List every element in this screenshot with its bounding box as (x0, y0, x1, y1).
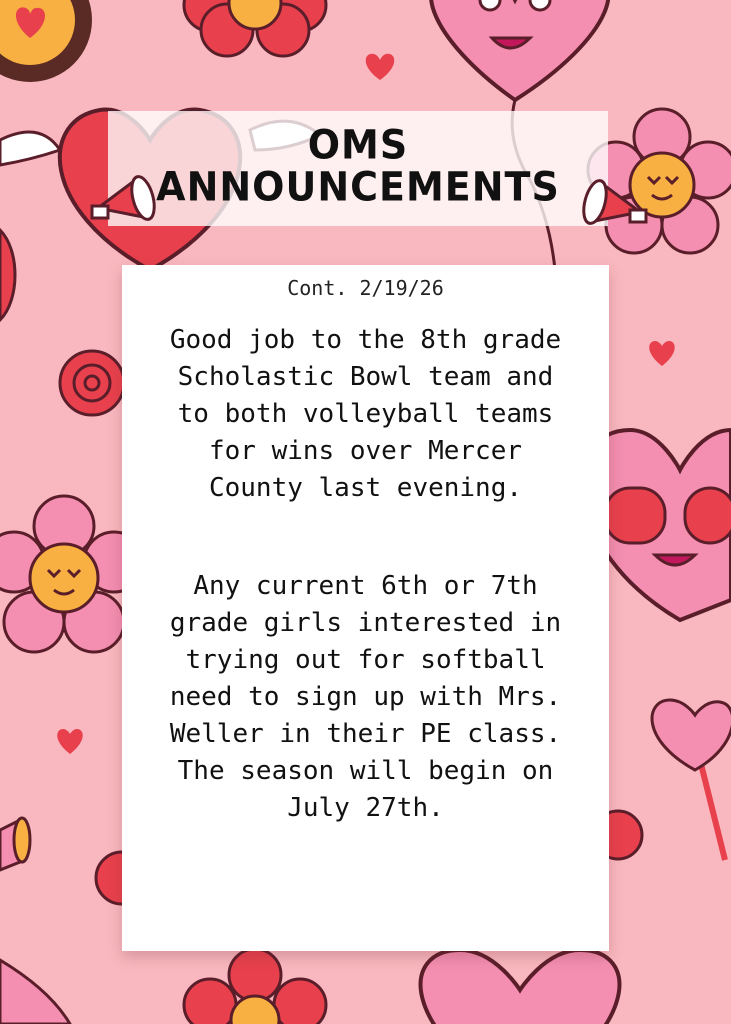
title-line-2: ANNOUNCEMENTS (156, 163, 560, 211)
rose-icon (60, 351, 124, 415)
heart-icon (421, 950, 620, 1024)
title-line-1: OMS (307, 121, 409, 169)
flower-icon (184, 0, 326, 56)
heart-icon (366, 54, 395, 80)
heart-icon (0, 230, 15, 320)
heart-icon (649, 341, 675, 366)
heart-lollipop-icon (652, 700, 731, 860)
announcement-paragraph-1: Good job to the 8th grade Scholastic Bowl team and to both volleyball teams for wins over Mercer County last evening. (169, 325, 562, 503)
flower-icon (184, 949, 326, 1024)
announcement-paragraph-2: Any current 6th or 7th grade girls interested in trying out for softball need to sign up with Mrs. Weller in their PE class. The season will begin on July 27th. (169, 571, 562, 823)
trumpet-icon (0, 818, 70, 1024)
heart-icon (57, 729, 83, 754)
donut-heart-icon (0, 0, 92, 82)
page-title (108, 121, 608, 211)
announcement-date: Cont. 2/19/26 (287, 276, 444, 300)
